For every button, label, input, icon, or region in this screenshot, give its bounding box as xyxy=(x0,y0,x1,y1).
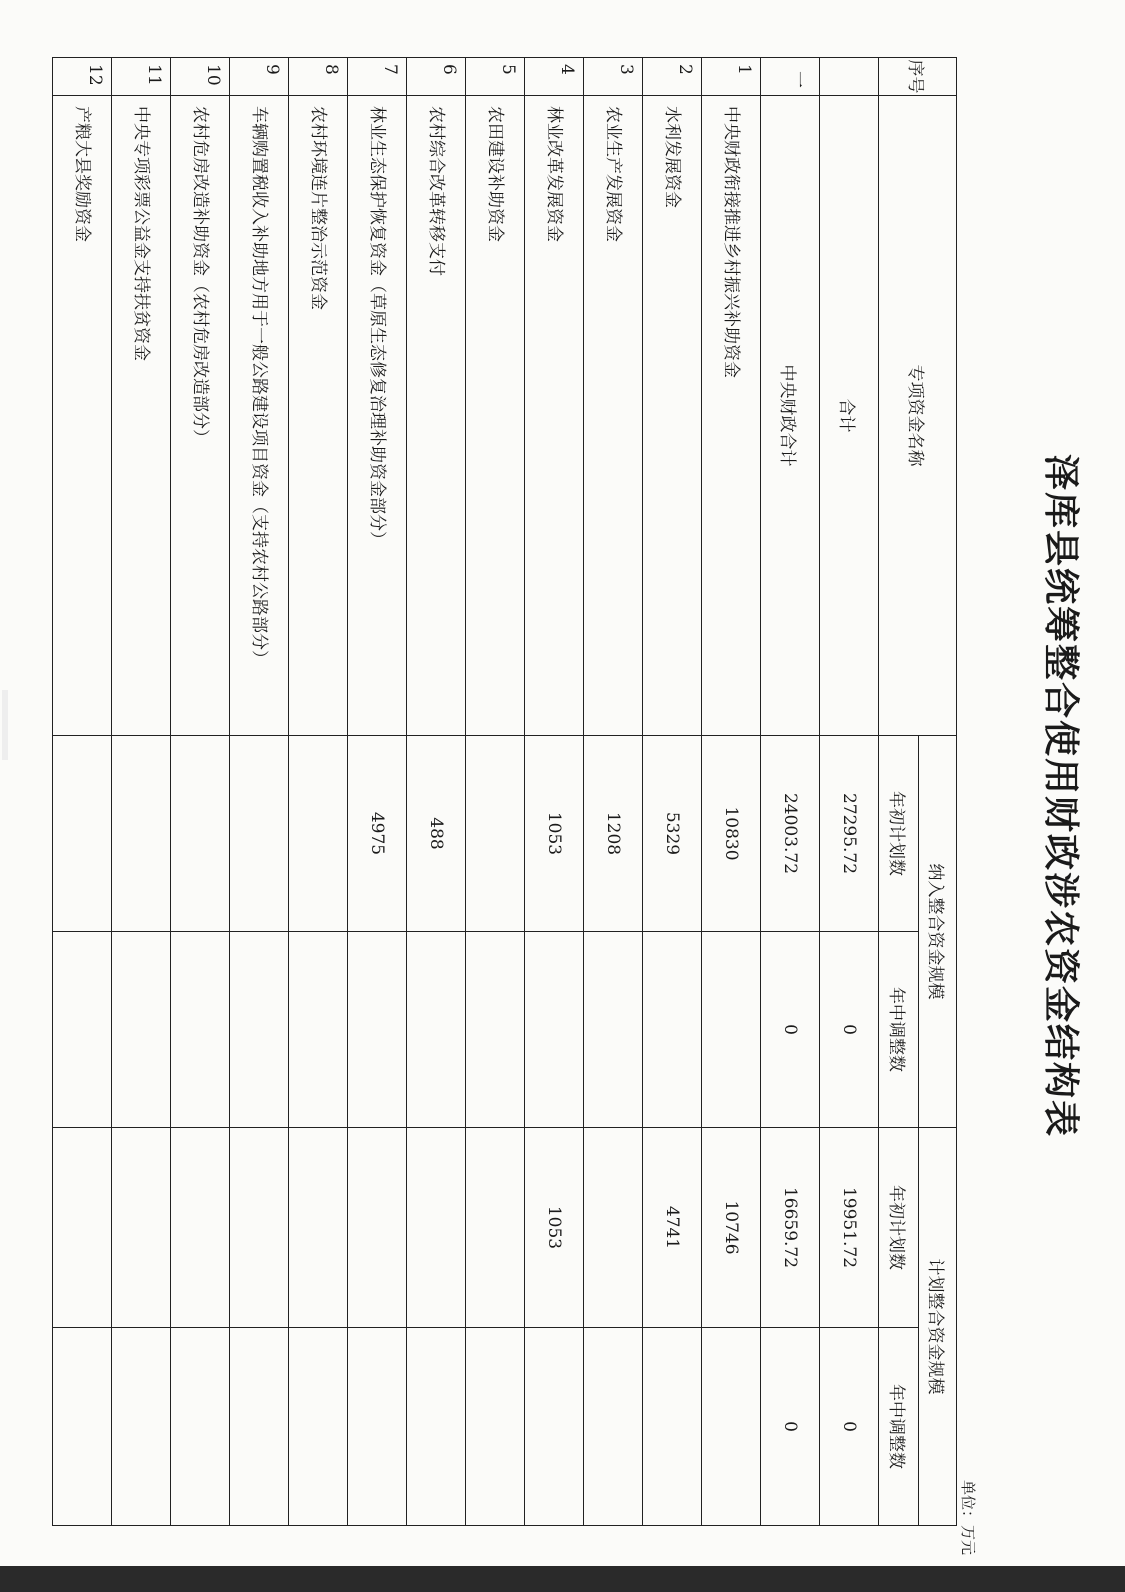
row-planned-initial xyxy=(348,1128,407,1328)
table-row xyxy=(112,58,171,1526)
row-seq: 11 xyxy=(112,58,171,96)
row-planned-adjust: 0 xyxy=(761,1328,820,1526)
row-planned-adjust xyxy=(112,1328,171,1526)
row-included-adjust xyxy=(702,932,761,1128)
row-planned-initial xyxy=(289,1128,348,1328)
row-included-initial xyxy=(289,736,348,932)
table-row xyxy=(53,58,112,1526)
row-included-initial: 27295.72 xyxy=(820,736,879,932)
row-planned-initial xyxy=(466,1128,525,1328)
table-row xyxy=(820,58,879,1526)
table-row xyxy=(702,58,761,1526)
table-row xyxy=(407,58,466,1526)
row-included-adjust xyxy=(643,932,702,1128)
row-included-initial xyxy=(53,736,112,932)
row-included-adjust: 0 xyxy=(820,932,879,1128)
row-planned-adjust xyxy=(171,1328,230,1526)
row-included-initial xyxy=(171,736,230,932)
table-row xyxy=(230,58,289,1526)
row-name: 水利发展资金 xyxy=(643,96,702,736)
row-name: 中央财政合计 xyxy=(761,96,820,736)
row-included-initial xyxy=(112,736,171,932)
row-included-adjust xyxy=(525,932,584,1128)
table-row xyxy=(348,58,407,1526)
scan-bottom-edge xyxy=(0,1566,1125,1592)
row-seq: 7 xyxy=(348,58,407,96)
table-row xyxy=(466,58,525,1526)
row-name: 农业生产发展资金 xyxy=(584,96,643,736)
row-planned-initial xyxy=(584,1128,643,1328)
row-planned-initial xyxy=(230,1128,289,1328)
header-planned: 计划整合资金规模 xyxy=(919,1128,957,1526)
row-name: 林业改革发展资金 xyxy=(525,96,584,736)
row-included-initial: 1208 xyxy=(584,736,643,932)
row-name: 林业生态保护恢复资金（草原生态修复治理补助资金部分） xyxy=(348,96,407,736)
table-row xyxy=(525,58,584,1526)
header-included-initial: 年初计划数 xyxy=(879,736,919,932)
row-name: 合计 xyxy=(820,96,879,736)
header-seq: 序号 xyxy=(879,58,957,96)
header-planned-adjust: 年中调整数 xyxy=(879,1328,919,1526)
row-included-adjust xyxy=(407,932,466,1128)
row-name: 农田建设补助资金 xyxy=(466,96,525,736)
row-planned-initial: 1053 xyxy=(525,1128,584,1328)
row-seq: 5 xyxy=(466,58,525,96)
table-row xyxy=(289,58,348,1526)
row-planned-adjust xyxy=(230,1328,289,1526)
row-included-adjust xyxy=(289,932,348,1128)
row-name: 农村危房改造补助资金（农村危房改造部分） xyxy=(171,96,230,736)
row-included-initial xyxy=(466,736,525,932)
row-name: 产粮大县奖励资金 xyxy=(53,96,112,736)
row-included-adjust xyxy=(584,932,643,1128)
table-row xyxy=(761,58,820,1526)
row-included-initial: 5329 xyxy=(643,736,702,932)
table-row xyxy=(584,58,643,1526)
row-planned-adjust xyxy=(289,1328,348,1526)
row-planned-initial xyxy=(112,1128,171,1328)
row-included-initial: 488 xyxy=(407,736,466,932)
row-seq: 8 xyxy=(289,58,348,96)
row-seq: 一 xyxy=(761,58,820,96)
row-planned-adjust xyxy=(643,1328,702,1526)
row-planned-initial xyxy=(171,1128,230,1328)
row-planned-initial: 19951.72 xyxy=(820,1128,879,1328)
document-title: 泽库县统筹整合使用财政涉农资金结构表 xyxy=(1040,453,1082,1138)
row-planned-adjust xyxy=(466,1328,525,1526)
row-included-adjust xyxy=(466,932,525,1128)
row-included-adjust xyxy=(348,932,407,1128)
row-included-adjust xyxy=(230,932,289,1128)
row-name: 车辆购置税收入补助地方用于一般公路建设项目资金（支持农村公路部分） xyxy=(230,96,289,736)
table-row xyxy=(171,58,230,1526)
row-included-adjust xyxy=(171,932,230,1128)
row-planned-adjust xyxy=(584,1328,643,1526)
table-body xyxy=(53,58,879,1526)
row-planned-initial: 10746 xyxy=(702,1128,761,1328)
header-name: 专项资金名称 xyxy=(879,96,957,736)
row-seq: 12 xyxy=(53,58,112,96)
row-seq: 10 xyxy=(171,58,230,96)
row-planned-adjust: 0 xyxy=(820,1328,879,1526)
row-seq xyxy=(820,58,879,96)
header-included: 纳入整合资金规模 xyxy=(919,736,957,1128)
row-planned-adjust xyxy=(702,1328,761,1526)
row-seq: 3 xyxy=(584,58,643,96)
row-planned-initial: 16659.72 xyxy=(761,1128,820,1328)
row-included-initial: 4975 xyxy=(348,736,407,932)
row-planned-adjust xyxy=(53,1328,112,1526)
row-seq: 4 xyxy=(525,58,584,96)
row-included-initial xyxy=(230,736,289,932)
row-seq: 2 xyxy=(643,58,702,96)
row-seq: 1 xyxy=(702,58,761,96)
unit-label: 单位：万元 xyxy=(959,1480,977,1556)
row-planned-initial xyxy=(407,1128,466,1328)
table-row xyxy=(643,58,702,1526)
row-included-adjust xyxy=(112,932,171,1128)
row-included-initial: 10830 xyxy=(702,736,761,932)
row-planned-initial xyxy=(53,1128,112,1328)
row-included-initial: 24003.72 xyxy=(761,736,820,932)
row-planned-adjust xyxy=(407,1328,466,1526)
row-seq: 9 xyxy=(230,58,289,96)
funds-table xyxy=(52,57,957,1526)
row-included-adjust: 0 xyxy=(761,932,820,1128)
row-seq: 6 xyxy=(407,58,466,96)
row-planned-adjust xyxy=(525,1328,584,1526)
row-planned-adjust xyxy=(348,1328,407,1526)
row-included-adjust xyxy=(53,932,112,1128)
header-planned-initial: 年初计划数 xyxy=(879,1128,919,1328)
header-included-adjust: 年中调整数 xyxy=(879,932,919,1128)
row-name: 农村环境连片整治示范资金 xyxy=(289,96,348,736)
row-name: 农村综合改革转移支付 xyxy=(407,96,466,736)
row-name: 中央专项彩票公益金支持扶贫资金 xyxy=(112,96,171,736)
row-name: 中央财政衔接推进乡村振兴补助资金 xyxy=(702,96,761,736)
row-planned-initial: 4741 xyxy=(643,1128,702,1328)
row-included-initial: 1053 xyxy=(525,736,584,932)
